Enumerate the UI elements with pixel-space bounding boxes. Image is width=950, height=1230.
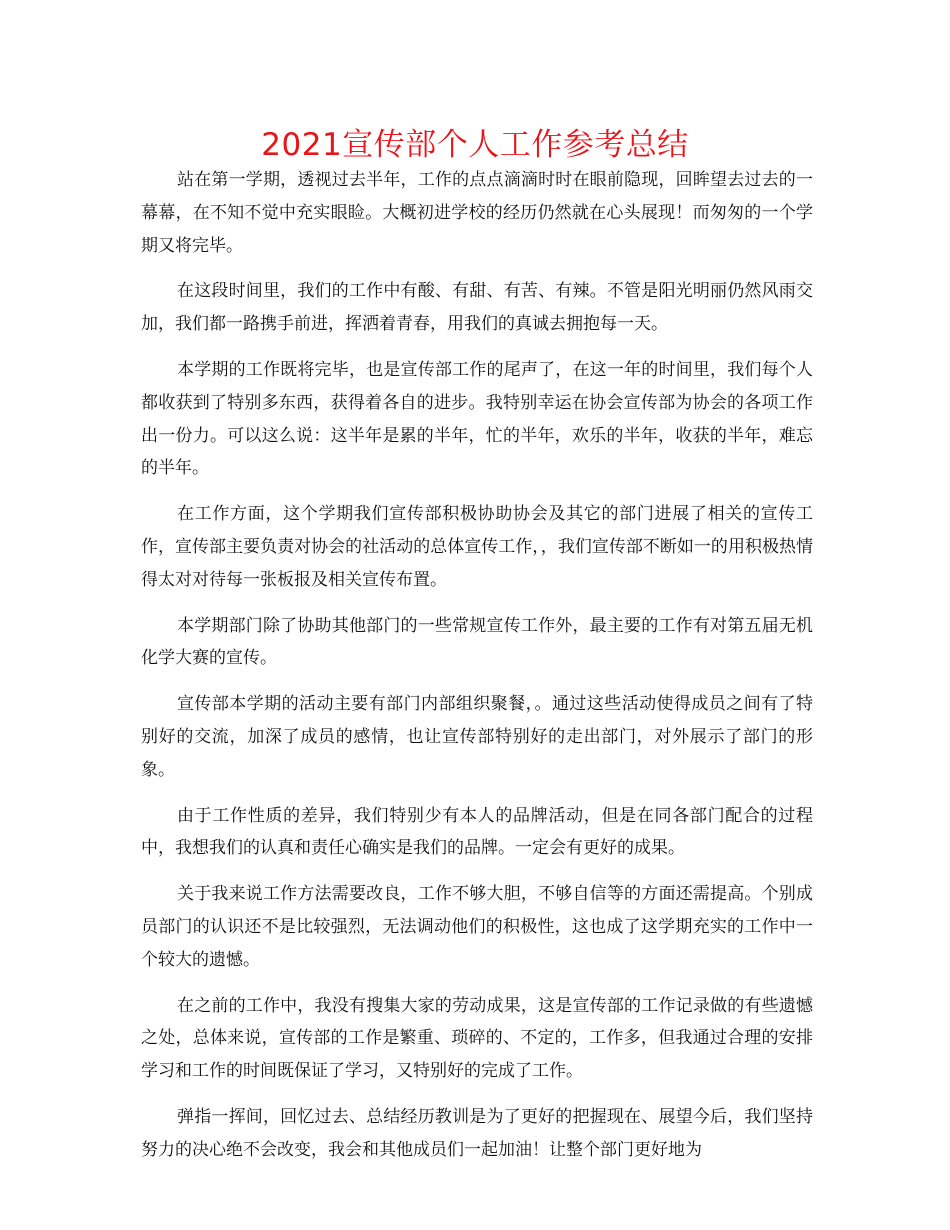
paragraph-5: 本学期部门除了协助其他部门的一些常规宣传工作外，最主要的工作有对第五届无机化学大赛的宣传。	[141, 615, 813, 669]
paragraph-6: 宣传部本学期的活动主要有部门内部组织聚餐，。通过这些活动使得成员之间有了特别好的交流，加深了成员的感情，也让宣传部特别好的走出部门，对外展示了部门的形象。	[141, 694, 813, 780]
document-title: 2021宣传部个人工作参考总结	[261, 127, 689, 163]
document-body	[141, 164, 813, 1180]
paragraph-4: 在工作方面，这个学期我们宣传部积极协助协会及其它的部门进展了相关的宣传工作，宣传部主要负责对协会的社活动的总体宣传工作，，我们宣传部不断如一的用积极热情得太对对待每一张板报及相关宣传布置。	[141, 504, 813, 590]
paragraph-9: 在之前的工作中，我没有搜集大家的劳动成果，这是宣传部的工作记录做的有些遗憾之处，总体来说，宣传部的工作是繁重、琐碎的、不定的，工作多，但我通过合理的安排学习和工作的时间既保证了学习，又特别好的完成了工作。	[141, 995, 813, 1082]
paragraph-10: 弹指一挥间，回忆过去、总结经历教训是为了更好的把握现在、展望今后，我们坚持努力的决心绝不会改变，我会和其他成员们一起加油！让整个部门更好地为	[141, 1106, 813, 1160]
paragraph-2: 在这段时间里，我们的工作中有酸、有甜、有苦、有辣。不管是阳光明丽仍然风雨交加，我们都一路携手前进，挥洒着青春，用我们的真诚去拥抱每一天。	[141, 281, 813, 335]
paragraph-7: 由于工作性质的差异，我们特别少有本人的品牌活动，但是在同各部门配合的过程中，我想我们的认真和责任心确实是我们的品牌。一定会有更好的成果。	[141, 805, 813, 859]
paragraph-3: 本学期的工作既将完毕，也是宣传部工作的尾声了，在这一年的时间里，我们每个人都收获到了特别多东西，获得着各自的进步。我特别幸运在协会宣传部为协会的各项工作出一份力。可以这么说：这半年是累的半年，忙的半年，欢乐的半年，收获的半年，难忘的半年。	[141, 359, 813, 479]
paragraph-1: 站在第一学期，透视过去半年，工作的点点滴滴时时在眼前隐现，回眸望去过去的一幕幕，在不知不觉中充实眼睑。大概初进学校的经历仍然就在心头展现！而匆匆的一个学期又将完毕。	[141, 170, 813, 256]
paragraph-8: 关于我来说工作方法需要改良，工作不够大胆，不够自信等的方面还需提高。个别成员部门的认识还不是比较强烈，无法调动他们的积极性，这也成了这学期充实的工作中一个较大的遗憾。	[141, 884, 813, 970]
